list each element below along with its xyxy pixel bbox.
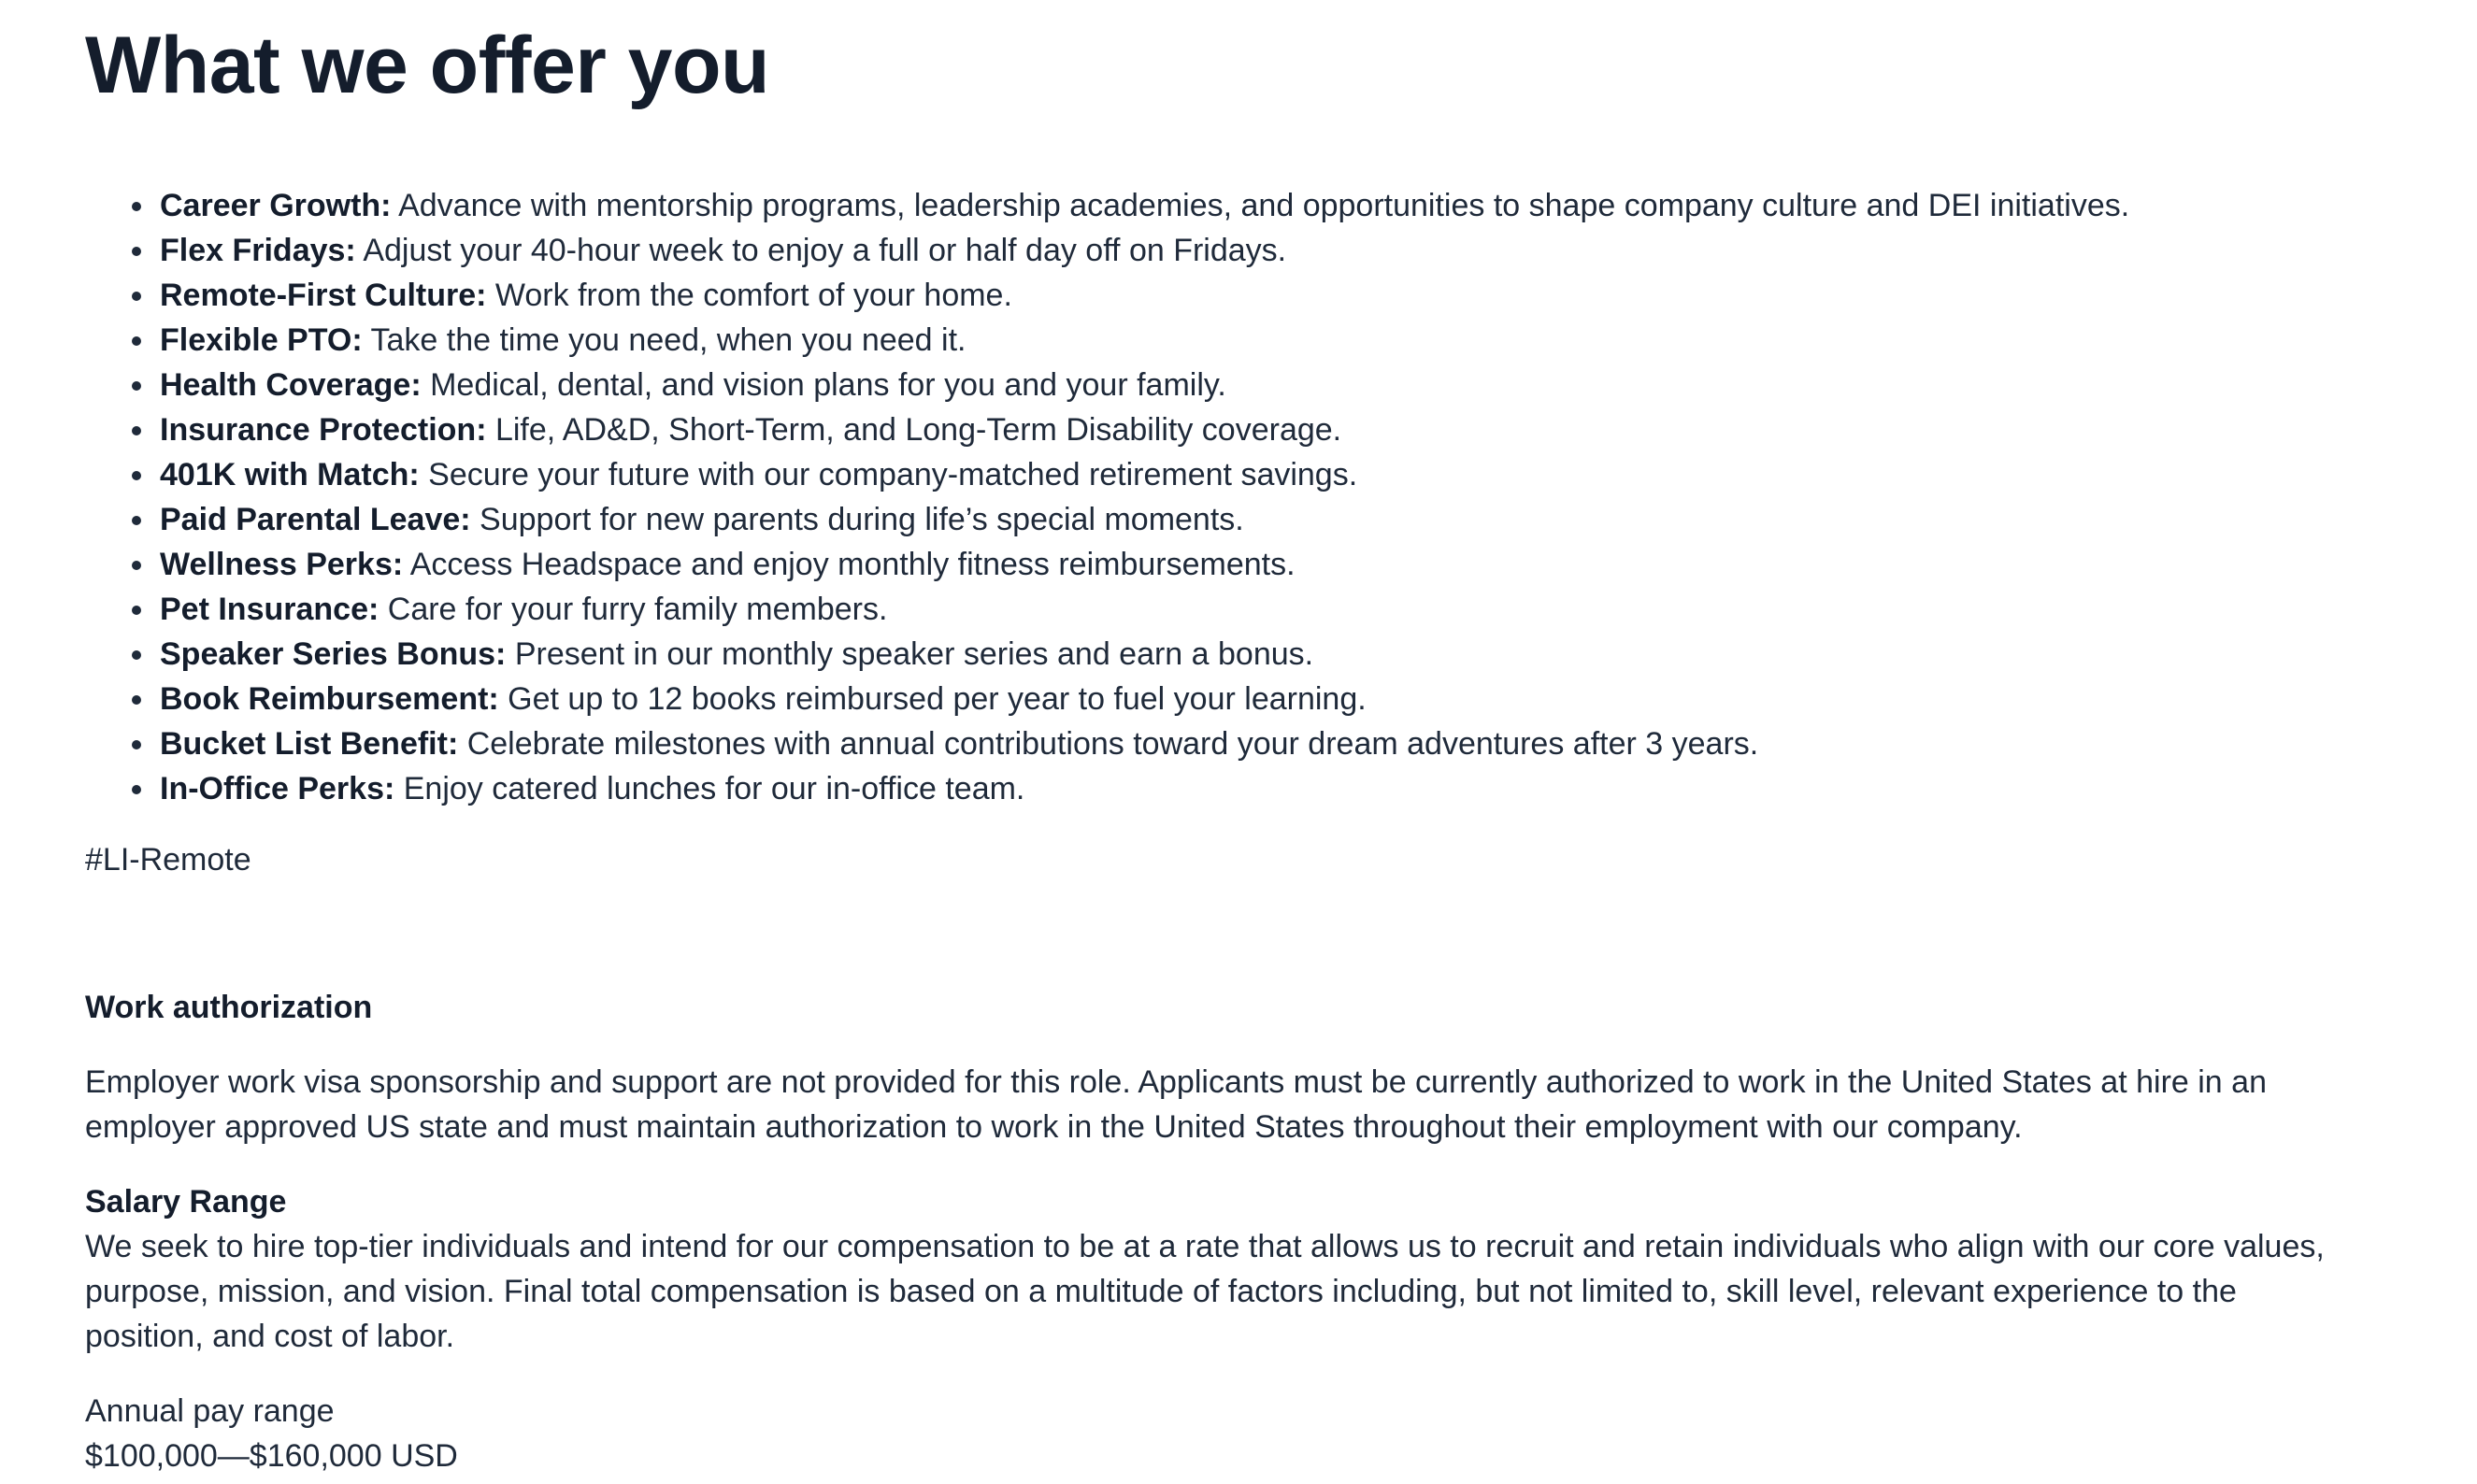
pay-range-value: $100,000—$160,000 USD [85, 1438, 458, 1474]
list-item [160, 721, 2375, 766]
benefit-description: Secure your future with our company-matched retirement savings. [419, 457, 1358, 492]
benefits-list [85, 183, 2375, 811]
benefit-description: Access Headspace and enjoy monthly fitness reimbursements. [403, 547, 1296, 582]
benefit-name: Remote-First Culture: [160, 278, 487, 313]
benefit-description: Advance with mentorship programs, leadership academies, and opportunities to shape company culture and DEI initiatives. [391, 188, 2130, 223]
list-item [160, 766, 2375, 811]
benefit-description: Present in our monthly speaker series and earn a bonus. [506, 636, 1314, 672]
list-item [160, 363, 2375, 407]
list-item [160, 318, 2375, 363]
bullet-icon [132, 650, 141, 660]
list-item [160, 632, 2375, 677]
list-item [160, 452, 2375, 497]
list-item [160, 228, 2375, 273]
salary-range-text: We seek to hire top-tier individuals and intend for our compensation to be at a rate that allows us to recruit and retain individuals who align with our core values, purpose, mission, and vision. Final total compensation is based on a multitude of factors including, but not limited to, skill level, relevant experience to the position, and cost of labor. [85, 1229, 2325, 1354]
benefit-description: Medical, dental, and vision plans for you and your family. [421, 367, 1226, 403]
benefit-description: Care for your furry family members. [379, 592, 888, 627]
benefit-name: Wellness Perks: [160, 547, 404, 582]
benefit-description: Celebrate milestones with annual contributions toward your dream adventures after 3 years. [458, 726, 1759, 762]
benefit-name: Flex Fridays: [160, 233, 356, 268]
benefit-name: Insurance Protection: [160, 412, 487, 448]
page-title: What we offer you [85, 21, 770, 110]
bullet-icon [132, 785, 141, 794]
list-item [160, 497, 2375, 542]
bullet-icon [132, 561, 141, 570]
benefit-name: Health Coverage: [160, 367, 422, 403]
bullet-icon [132, 336, 141, 346]
benefit-description: Life, AD&D, Short-Term, and Long-Term Disability coverage. [486, 412, 1342, 448]
bullet-icon [132, 740, 141, 749]
benefit-description: Take the time you need, when you need it. [362, 322, 966, 358]
benefit-description: Work from the comfort of your home. [486, 278, 1012, 313]
bullet-icon [132, 426, 141, 435]
benefit-name: Paid Parental Leave: [160, 502, 471, 537]
bullet-icon [132, 516, 141, 525]
work-authorization-text: Employer work visa sponsorship and support are not provided for this role. Applicants must be currently authorized to work in the United States at hire in an employer approved US state and must maintain authorization to work in the United States throughout their employment with our company. [85, 1064, 2267, 1145]
benefit-description: Adjust your 40-hour week to enjoy a full or half day off on Fridays. [355, 233, 1287, 268]
benefit-name: Bucket List Benefit: [160, 726, 459, 762]
list-item [160, 542, 2375, 587]
benefit-name: Flexible PTO: [160, 322, 363, 358]
work-authorization-heading: Work authorization [85, 990, 373, 1025]
bullet-icon [132, 381, 141, 391]
salary-range-heading: Salary Range [85, 1184, 287, 1220]
list-item [160, 407, 2375, 452]
list-item [160, 183, 2375, 228]
bullet-icon [132, 292, 141, 301]
list-item [160, 677, 2375, 721]
bullet-icon [132, 247, 141, 256]
benefit-name: 401K with Match: [160, 457, 420, 492]
benefit-name: Career Growth: [160, 188, 392, 223]
bullet-icon [132, 202, 141, 211]
benefit-description: Enjoy catered lunches for our in-office team. [394, 771, 1025, 806]
hashtag: #LI-Remote [85, 842, 251, 878]
bullet-icon [132, 471, 141, 480]
list-item [160, 587, 2375, 632]
list-item [160, 273, 2375, 318]
bullet-icon [132, 695, 141, 705]
benefit-name: Pet Insurance: [160, 592, 379, 627]
bullet-icon [132, 606, 141, 615]
pay-range-label: Annual pay range [85, 1393, 335, 1429]
benefit-name: In-Office Perks: [160, 771, 395, 806]
benefit-name: Book Reimbursement: [160, 681, 499, 717]
benefit-description: Support for new parents during life’s special moments. [470, 502, 1244, 537]
benefit-description: Get up to 12 books reimbursed per year to fuel your learning. [498, 681, 1367, 717]
benefit-name: Speaker Series Bonus: [160, 636, 507, 672]
